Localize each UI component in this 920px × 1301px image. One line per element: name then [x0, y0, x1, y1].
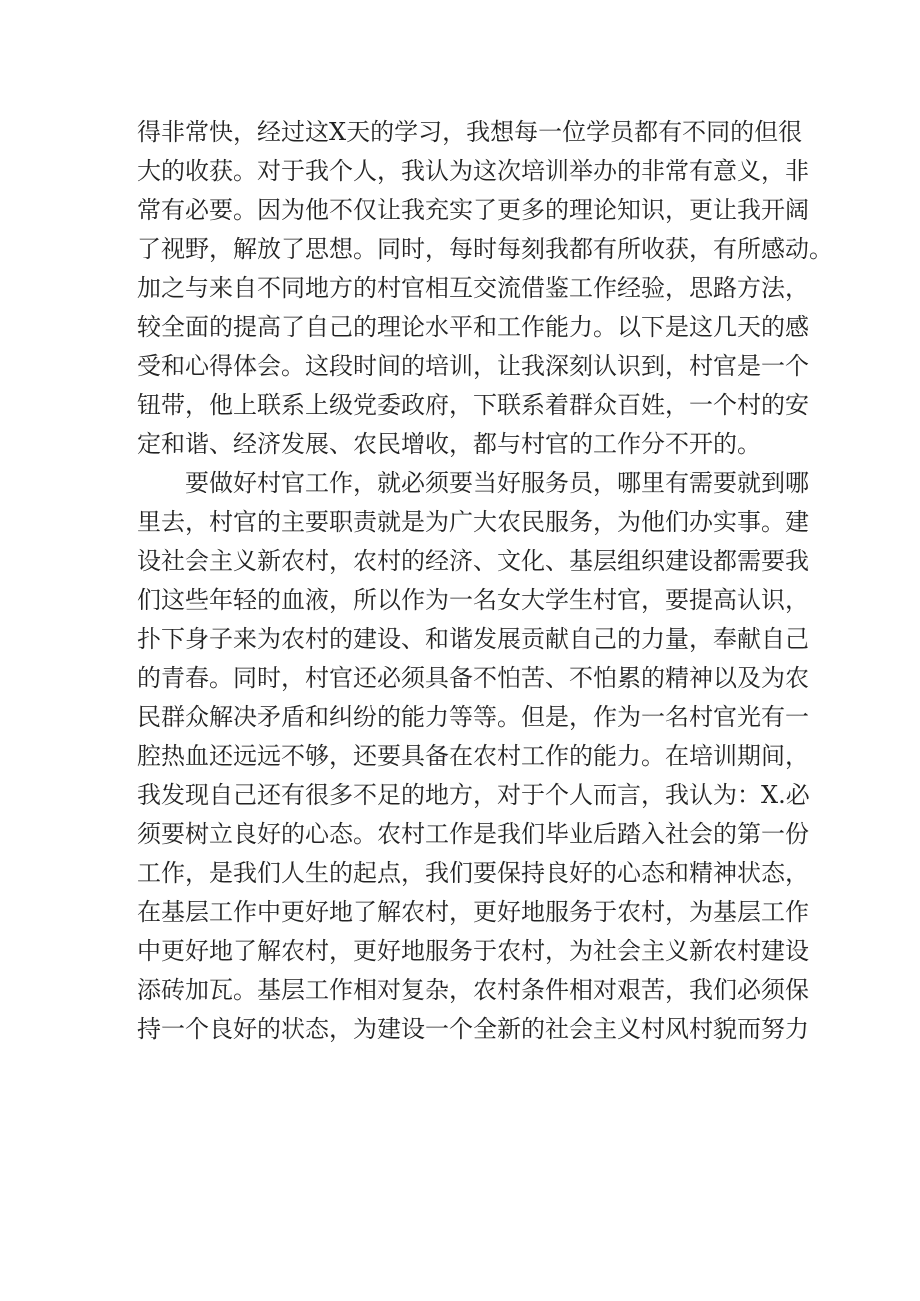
- paragraph-line: 加之与来自不同地方的村官相互交流借鉴工作经验，思路方法，: [137, 274, 809, 302]
- document-body: [137, 113, 833, 1049]
- paragraph-line: 民群众解决矛盾和纠纷的能力等等。但是，作为一名村官光有一: [137, 703, 809, 731]
- paragraph-line: 大的收获。对于我个人，我认为这次培训举办的非常有意义，非: [137, 157, 809, 185]
- paragraph-2: [137, 464, 810, 1049]
- paragraph-line: 扑下身子来为农村的建设、和谐发展贡献自己的力量，奉献自己: [137, 625, 809, 653]
- paragraph-line: 腔热血还远远不够，还要具备在农村工作的能力。在培训期间，: [137, 742, 809, 770]
- paragraph-line: 了视野，解放了思想。同时，每时每刻我都有所收获，有所感动。: [137, 235, 833, 263]
- paragraph-line: 较全面的提高了自己的理论水平和工作能力。以下是这几天的感: [137, 313, 809, 341]
- paragraph-line: 们这些年轻的血液，所以作为一名女大学生村官，要提高认识，: [137, 586, 809, 614]
- paragraph-line: 设社会主义新农村，农村的经济、文化、基层组织建设都需要我: [137, 547, 809, 575]
- paragraph-line: 添砖加瓦。基层工作相对复杂，农村条件相对艰苦，我们必须保: [137, 976, 809, 1004]
- paragraph-line: 要做好村官工作，就必须要当好服务员，哪里有需要就到哪: [185, 469, 809, 497]
- paragraph-line: 在基层工作中更好地了解农村，更好地服务于农村，为基层工作: [137, 898, 809, 926]
- paragraph-line: 须要树立良好的心态。农村工作是我们毕业后踏入社会的第一份: [137, 820, 809, 848]
- paragraph-line: 的青春。同时，村官还必须具备不怕苦、不怕累的精神以及为农: [137, 664, 809, 692]
- paragraph-line: 受和心得体会。这段时间的培训，让我深刻认识到，村官是一个: [137, 352, 809, 380]
- paragraph-1: [137, 113, 833, 464]
- paragraph-line: 中更好地了解农村，更好地服务于农村，为社会主义新农村建设: [137, 937, 809, 965]
- paragraph-line: 里去，村官的主要职责就是为广大农民服务，为他们办实事。建: [137, 508, 809, 536]
- paragraph-line: 我发现自己还有很多不足的地方，对于个人而言，我认为：X.必: [137, 781, 810, 809]
- paragraph-line: 定和谐、经济发展、农民增收，都与村官的工作分不开的。: [137, 430, 761, 458]
- paragraph-line: 常有必要。因为他不仅让我充实了更多的理论知识，更让我开阔: [137, 196, 809, 224]
- paragraph-line: 钮带，他上联系上级党委政府，下联系着群众百姓，一个村的安: [137, 391, 809, 419]
- paragraph-line: 得非常快，经过这X天的学习，我想每一位学员都有不同的但很: [137, 118, 803, 146]
- paragraph-line: 工作，是我们人生的起点，我们要保持良好的心态和精神状态，: [137, 859, 809, 887]
- paragraph-line: 持一个良好的状态，为建设一个全新的社会主义村风村貌而努力: [137, 1015, 809, 1043]
